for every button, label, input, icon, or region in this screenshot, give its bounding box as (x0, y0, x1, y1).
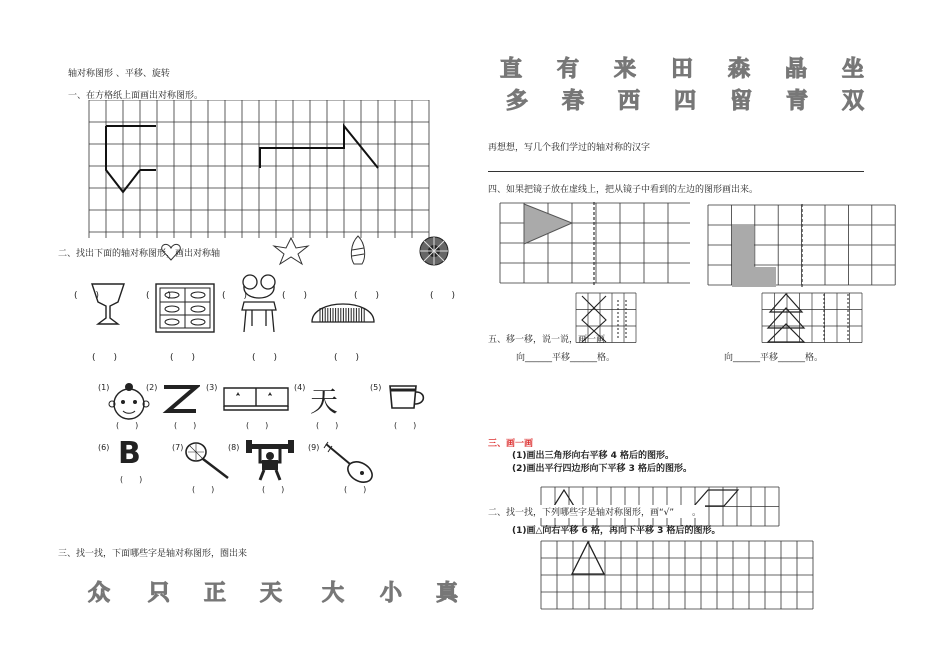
item-4-char: 天 (310, 385, 339, 418)
question-4-title: 四、如果把镜子放在虚线上，把从镜子中看到的左边的图形画出来。 (488, 185, 759, 195)
item-7-num: (7) (172, 443, 184, 452)
goblet-icon (88, 278, 128, 330)
q3-char-5: 大 (322, 580, 345, 606)
paren-row2-2: ( ) (170, 353, 196, 363)
rowchars1-char-1: 直 (500, 56, 523, 82)
rowchars2-char-5: 留 (730, 88, 753, 114)
draw-instruction-2: (2)画出平行四边形向下平移 3 格后的图形。 (512, 464, 693, 474)
mirror-grid-left[interactable] (498, 202, 690, 286)
draw-instruction-1: (1)画出三角形向右平移 4 格后的图形。 (512, 451, 675, 461)
move-grid-right[interactable] (760, 292, 868, 344)
paren-row2-3: ( ) (252, 353, 278, 363)
letter-z-icon (160, 383, 200, 415)
answer-line[interactable] (488, 171, 864, 172)
q3-char-4: 天 (260, 580, 283, 606)
rowchars1-char-7: 坐 (842, 56, 865, 82)
rowchars2-char-3: 西 (618, 88, 641, 114)
question-1-title: 一、在方格纸上面画出对称图形。 (68, 91, 204, 101)
q3-char-3: 正 (204, 580, 227, 606)
triangle-translation-grid[interactable] (540, 540, 820, 610)
weightlifter-icon (244, 438, 296, 482)
item-2-num: (2) (146, 383, 158, 392)
item-7-paren: ( ) (192, 485, 215, 494)
item-5-num: (5) (370, 383, 382, 392)
rowchars2-char-1: 多 (506, 88, 529, 114)
item-1-paren: ( ) (116, 421, 139, 430)
q1-grid (88, 100, 434, 250)
rowchars2-char-2: 春 (562, 88, 585, 114)
rowchars1-char-3: 来 (614, 56, 637, 82)
flower-icon (412, 234, 456, 268)
rowchars1-char-4: 田 (671, 56, 694, 82)
q3-char-2: 只 (148, 580, 171, 606)
paren-6: ( ) (430, 291, 456, 301)
item-6-char: B (118, 436, 141, 471)
item-1-num: (1) (98, 383, 110, 392)
item-3-paren: ( ) (246, 421, 269, 430)
paren-row2-1: ( ) (92, 353, 118, 363)
move-right-answer[interactable]: 向______平移______格。 (724, 353, 824, 363)
draw-title: 三、画一画 (488, 439, 534, 449)
paren-4: ( ) (282, 291, 308, 301)
pipa-instrument-icon (322, 440, 376, 484)
q3-char-6: 小 (380, 580, 403, 606)
paren-5: ( ) (354, 291, 380, 301)
rowchars1-char-5: 森 (728, 56, 751, 82)
q1-shape-right (260, 126, 378, 168)
leaf-icon (272, 236, 310, 266)
question-2-title: 二、找出下面的轴对称图形，画出对称轴 (58, 249, 221, 259)
rowchars1-char-6: 晶 (785, 56, 808, 82)
rowchars2-char-4: 四 (674, 88, 697, 114)
item-9-paren: ( ) (344, 485, 367, 494)
racket-icon (182, 440, 232, 480)
chair-frog-icon (238, 272, 280, 336)
q3-char-1: 众 (88, 580, 111, 606)
rowchars1-char-2: 有 (557, 56, 580, 82)
paren-row2-4: ( ) (334, 353, 360, 363)
item-8-num: (8) (228, 443, 240, 452)
cabinet-icon (154, 282, 216, 334)
question-5-title: 五、移一移，说一说，画一画 (488, 335, 606, 345)
bamboo-shoot-icon (346, 234, 370, 266)
heart-icon (160, 242, 182, 262)
rowchars2-char-6: 青 (786, 88, 809, 114)
think-prompt: 再想想，写几个我们学过的轴对称的汉字 (488, 143, 651, 153)
open-book-icon (222, 382, 290, 412)
paren-3: ( ) (222, 291, 248, 301)
cup-icon (386, 382, 428, 412)
item-2-paren: ( ) (174, 421, 197, 430)
item-4-paren: ( ) (316, 421, 339, 430)
item-6-paren: ( ) (120, 475, 143, 484)
rowchars2-char-7: 双 (842, 88, 865, 114)
question-3-title: 三、找一找，下面哪些字是轴对称图形，圈出来 (58, 549, 248, 559)
paren-2: ( ) (146, 291, 172, 301)
item-5-paren: ( ) (394, 421, 417, 430)
item-6-num: (6) (98, 443, 110, 452)
sub-instruction-1: (1)画△向右平移 6 格，再向下平移 3 格后的图形。 (512, 526, 721, 536)
paren-1: ( ) (74, 291, 100, 301)
question-2-right-title: 二、找一找，下列哪些字是轴对称图形，画“√” 。 (488, 505, 705, 518)
mirror-grid-right[interactable] (706, 204, 896, 288)
item-9-num: (9) (308, 443, 320, 452)
item-8-paren: ( ) (262, 485, 285, 494)
item-4-num: (4) (294, 383, 306, 392)
page-title: 轴对称图形 、平移、旋转 (68, 69, 170, 79)
move-left-answer[interactable]: 向______平移______格。 (516, 353, 616, 363)
item-3-num: (3) (206, 383, 218, 392)
q3-char-7: 真 (436, 580, 459, 606)
